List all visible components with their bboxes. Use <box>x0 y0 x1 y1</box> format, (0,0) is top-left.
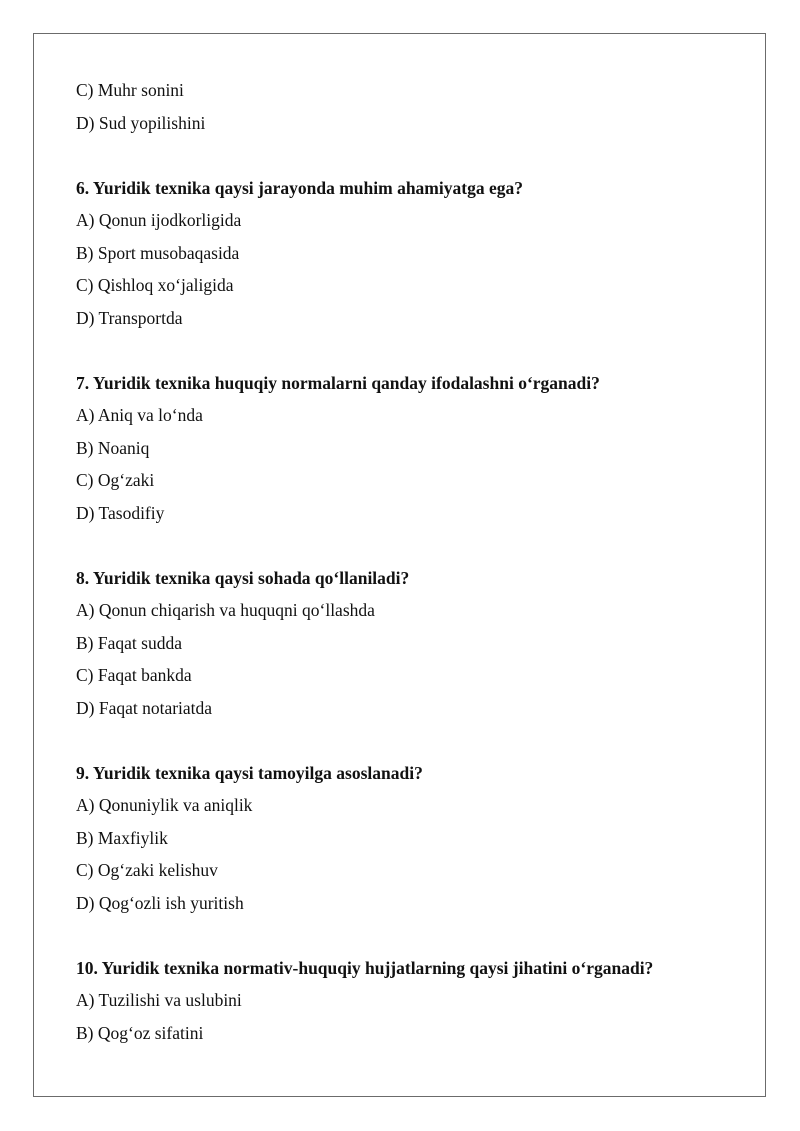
question-title: 7. Yuridik texnika huquqiy normalarni qanday ifodalashni o‘rganadi? <box>76 372 600 393</box>
question-9 <box>76 757 756 920</box>
option-d: D) Transportda <box>76 307 183 328</box>
document-content <box>76 74 756 1049</box>
option-d: D) Faqat notariatda <box>76 697 213 718</box>
option-c: C) Faqat bankda <box>76 665 192 685</box>
option-b: B) Faqat sudda <box>76 632 182 653</box>
question-6 <box>76 172 756 335</box>
option-d: D) Tasodifiy <box>76 502 165 523</box>
question-title: 10. Yuridik texnika normativ-huquqiy hujjatlarning qaysi jihatini o‘rganadi? <box>76 957 654 978</box>
question-title: 9. Yuridik texnika qaysi tamoyilga asoslanadi? <box>76 762 423 783</box>
option-a: A) Qonun chiqarish va huquqni qo‘llashda <box>76 600 375 620</box>
question-8 <box>76 562 756 725</box>
question-title: 8. Yuridik texnika qaysi sohada qo‘llaniladi? <box>76 567 410 588</box>
option-d: D) Qog‘ozli ish yuritish <box>76 892 244 913</box>
question-10 <box>76 952 756 1050</box>
option-a: A) Aniq va lo‘nda <box>76 405 203 425</box>
question-7 <box>76 367 756 530</box>
option-c: C) Og‘zaki <box>76 470 155 490</box>
question-title: 6. Yuridik texnika qaysi jarayonda muhim ahamiyatga ega? <box>76 177 523 198</box>
option-c: C) Og‘zaki kelishuv <box>76 860 218 880</box>
option-a: A) Qonuniylik va aniqlik <box>76 795 253 815</box>
option-b: B) Qog‘oz sifatini <box>76 1022 204 1043</box>
option-c: C) Qishloq xo‘jaligida <box>76 275 234 295</box>
option-d: D) Sud yopilishini <box>76 112 206 133</box>
option-b: B) Sport musobaqasida <box>76 242 240 263</box>
option-a: A) Qonun ijodkorligida <box>76 210 242 230</box>
option-b: B) Noaniq <box>76 437 150 458</box>
carryover-options <box>76 74 756 139</box>
option-b: B) Maxfiylik <box>76 827 168 848</box>
option-c: C) Muhr sonini <box>76 80 184 100</box>
option-a: A) Tuzilishi va uslubini <box>76 990 242 1010</box>
